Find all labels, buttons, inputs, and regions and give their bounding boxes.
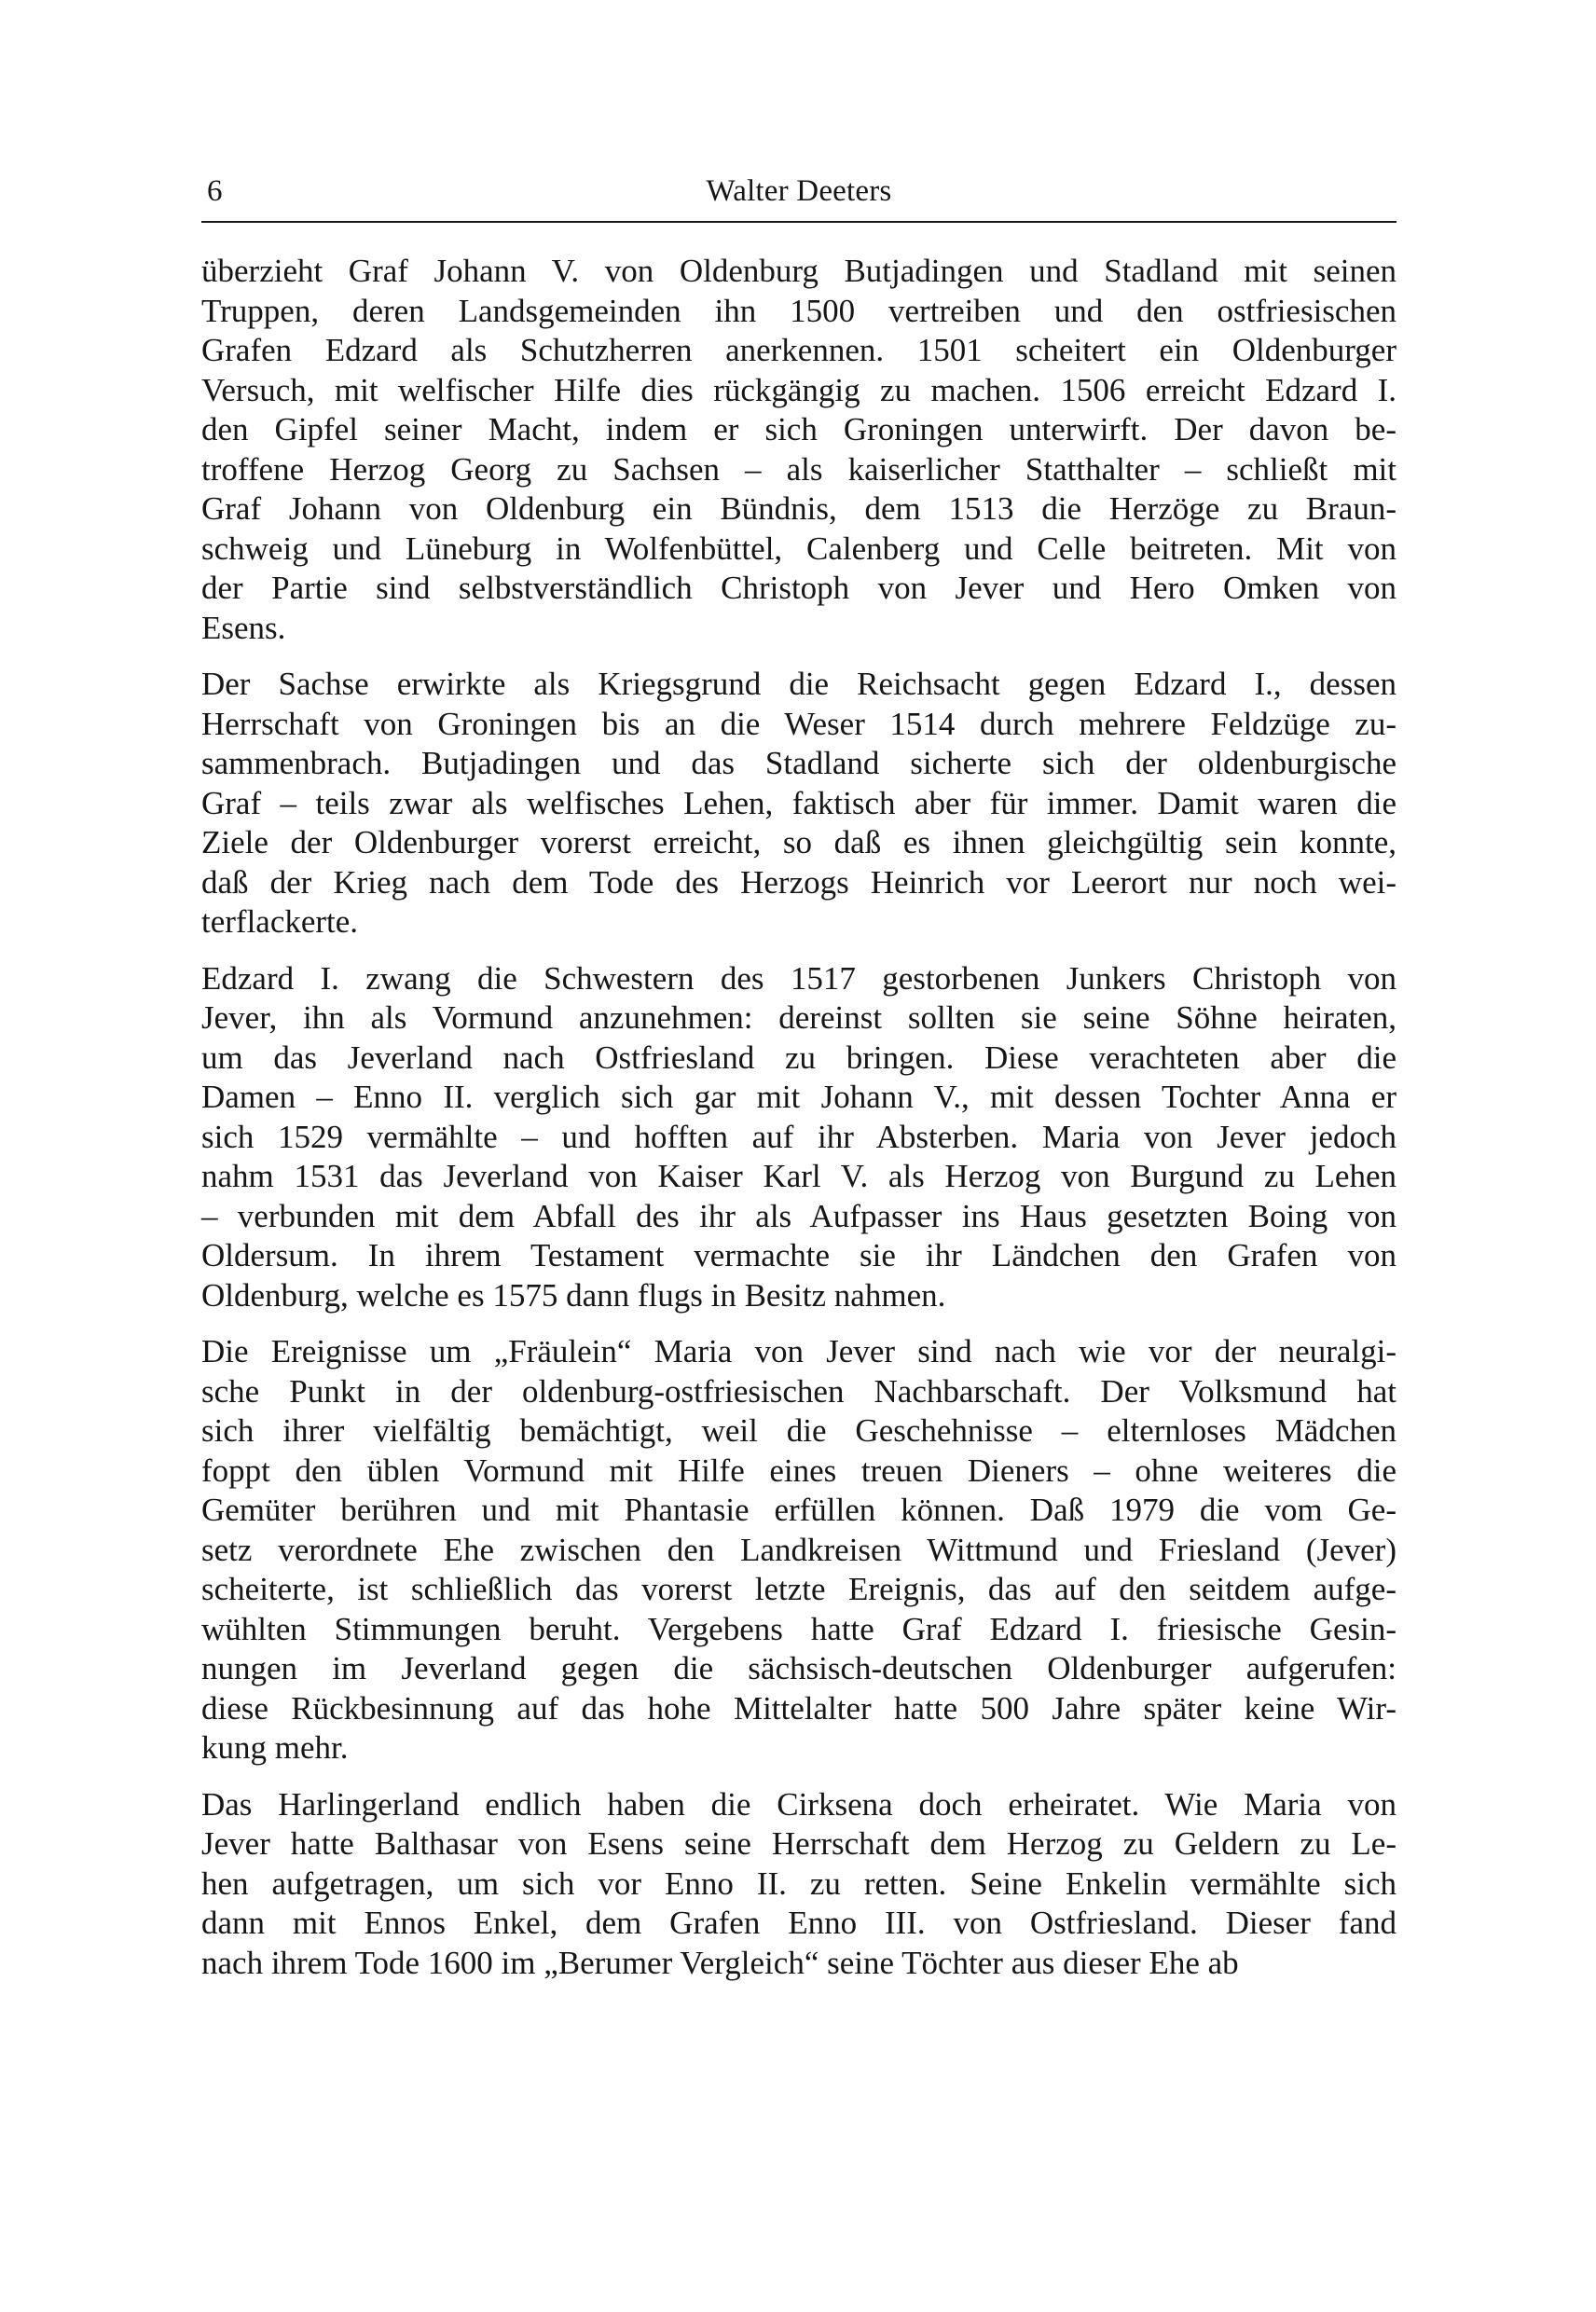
text-line: Oldenburg, welche es 1575 dann flugs in Besitz nahmen. — [201, 1276, 946, 1314]
text-line: den Gipfel seiner Macht, indem er sich Groningen unterwirft. Der davon be- — [201, 411, 1396, 447]
text-line: Damen – Enno II. verglich sich gar mit Johann V., mit dessen Tochter Anna er — [201, 1079, 1396, 1115]
paragraph — [201, 1332, 1396, 1768]
text-line: um das Jeverland nach Ostfriesland zu bringen. Diese verachteten aber die — [201, 1039, 1396, 1076]
paragraph — [201, 252, 1396, 648]
paragraph — [201, 665, 1396, 943]
body-text — [201, 252, 1396, 1983]
text-line: schweig und Lüneburg in Wolfenbüttel, Calenberg und Celle beitreten. Mit von — [201, 530, 1396, 567]
text-line: Grafen Edzard als Schutzherren anerkennen. 1501 scheitert ein Oldenburger — [201, 332, 1396, 368]
text-line: – verbunden mit dem Abfall des ihr als Aufpasser ins Haus gesetzten Boing von — [201, 1197, 1396, 1234]
text-line: Der Sachse erwirkte als Kriegsgrund die Reichsacht gegen Edzard I., dessen — [201, 666, 1396, 702]
text-line: scheiterte, ist schließlich das vorerst letzte Ereignis, das auf den seitdem aufge- — [201, 1571, 1396, 1607]
text-line: diese Rückbesinnung auf das hohe Mittelalter hatte 500 Jahre später keine Wir- — [201, 1689, 1396, 1727]
text-line: sich ihrer vielfältig bemächtigt, weil die Geschehnisse – elternloses Mädchen — [201, 1412, 1396, 1449]
text-line: Das Harlingerland endlich haben die Cirksena doch erheiratet. Wie Maria von — [201, 1785, 1396, 1823]
running-head: Walter Deeters — [706, 174, 892, 208]
text-line: Oldersum. In ihrem Testament vermachte sie ihr Ländchen den Grafen von — [201, 1237, 1396, 1273]
text-line: Graf – teils zwar als welfisches Lehen, faktisch aber für immer. Damit waren die — [201, 784, 1396, 821]
header-rule — [201, 221, 1396, 223]
page-number: 6 — [207, 174, 223, 208]
text-line: Jever hatte Balthasar von Esens seine Herrschaft dem Herzog zu Geldern zu Le- — [201, 1825, 1396, 1862]
text-line: Herrschaft von Groningen bis an die Weser 1514 durch mehrere Feldzüge zu- — [201, 705, 1396, 742]
text-line: Versuch, mit welfischer Hilfe dies rückgängig zu machen. 1506 erreicht Edzard I. — [201, 371, 1396, 408]
text-line: terflackerte. — [201, 903, 359, 940]
text-line: Ziele der Oldenburger vorerst erreicht, so daß es ihnen gleichgültig sein konnte, — [201, 824, 1396, 860]
text-line: kung mehr. — [201, 1729, 349, 1766]
text-line: Graf Johann von Oldenburg ein Bündnis, dem 1513 die Herzöge zu Braun- — [201, 490, 1396, 527]
text-line: nungen im Jeverland gegen die sächsisch-deutschen Oldenburger aufgerufen: — [201, 1650, 1396, 1686]
text-line: dann mit Ennos Enkel, dem Grafen Enno III. von Ostfriesland. Dieser fand — [201, 1905, 1396, 1941]
page-header — [201, 168, 1396, 214]
text-line: troffene Herzog Georg zu Sachsen – als kaiserlicher Statthalter – schließt mit — [201, 450, 1396, 488]
text-line: sche Punkt in der oldenburg-ostfriesischen Nachbarschaft. Der Volksmund hat — [201, 1372, 1396, 1410]
text-line: sich 1529 vermählte – und hofften auf ihr Absterben. Maria von Jever jedoch — [201, 1118, 1396, 1155]
text-line: wühlten Stimmungen beruht. Vergebens hatte Graf Edzard I. friesische Gesin- — [201, 1610, 1396, 1647]
paragraph — [201, 959, 1396, 1316]
paragraph — [201, 1785, 1396, 1984]
text-line: Gemüter berühren und mit Phantasie erfüllen können. Daß 1979 die vom Ge- — [201, 1492, 1396, 1528]
text-line: foppt den üblen Vormund mit Hilfe eines treuen Dieners – ohne weiteres die — [201, 1452, 1396, 1489]
text-line: Esens. — [201, 609, 286, 646]
text-line: nahm 1531 das Jeverland von Kaiser Karl V. als Herzog von Burgund zu Lehen — [201, 1158, 1396, 1194]
text-line: nach ihrem Tode 1600 im „Berumer Vergleich“ seine Töchter aus dieser Ehe ab — [201, 1944, 1239, 1981]
text-line: überzieht Graf Johann V. von Oldenburg Butjadingen und Stadland mit seinen — [201, 253, 1396, 289]
text-line: hen aufgetragen, um sich vor Enno II. zu retten. Seine Enkelin vermählte sich — [201, 1865, 1396, 1902]
text-line: Die Ereignisse um „Fräulein“ Maria von Jever sind nach wie vor der neuralgi- — [201, 1333, 1396, 1369]
text-line: der Partie sind selbstverständlich Christoph von Jever und Hero Omken von — [201, 570, 1396, 606]
text-line: daß der Krieg nach dem Tode des Herzogs Heinrich vor Leerort nur noch wei- — [201, 863, 1396, 901]
text-line: Edzard I. zwang die Schwestern des 1517 gestorbenen Junkers Christoph von — [201, 959, 1396, 997]
text-line: Jever, ihn als Vormund anzunehmen: dereinst sollten sie seine Söhne heiraten, — [201, 999, 1396, 1036]
text-line: Truppen, deren Landsgemeinden ihn 1500 vertreiben und den ostfriesischen — [201, 292, 1396, 329]
text-line: sammenbrach. Butjadingen und das Stadland sicherte sich der oldenburgische — [201, 745, 1396, 781]
text-line: setz verordnete Ehe zwischen den Landkreisen Wittmund und Friesland (Jever) — [201, 1531, 1396, 1568]
